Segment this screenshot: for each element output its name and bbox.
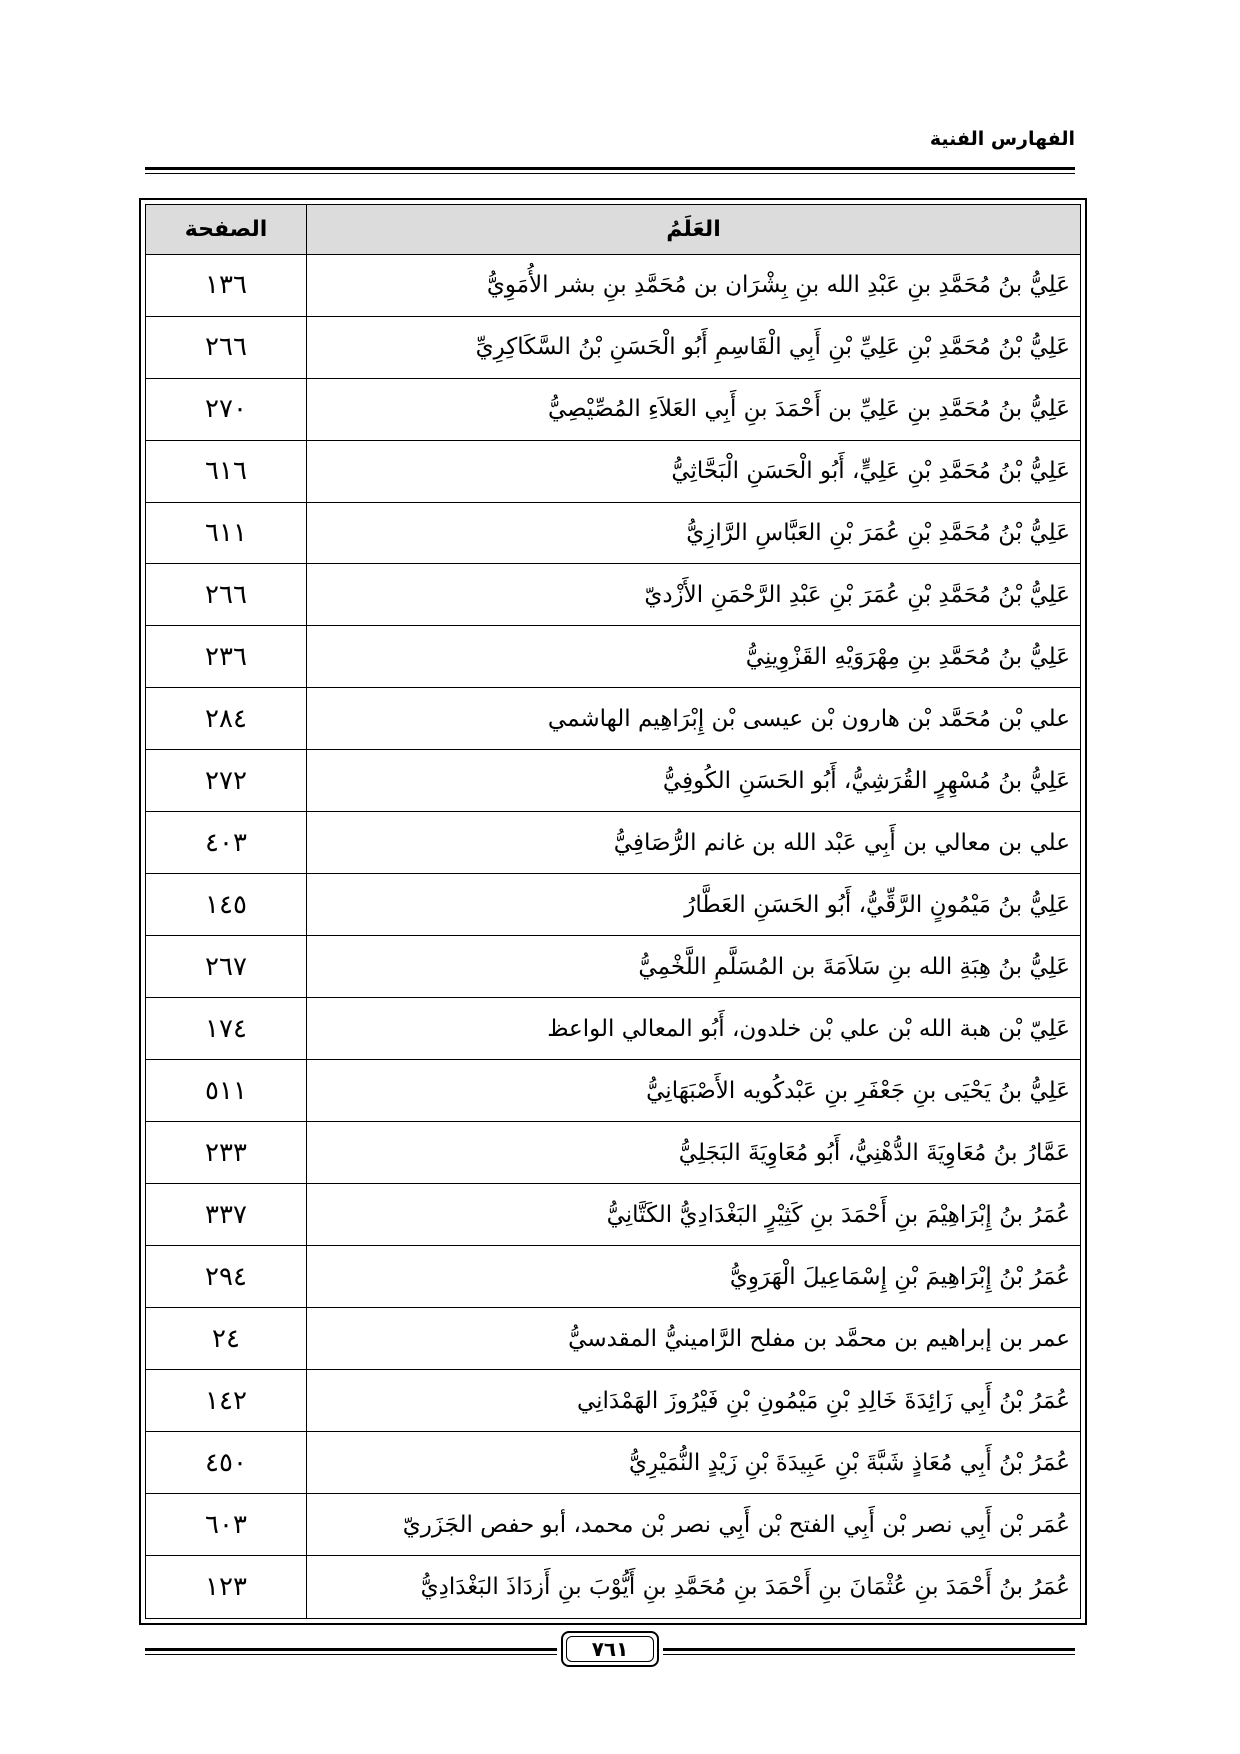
index-table — [139, 198, 1087, 1625]
table-cell-page: ٦١١ — [205, 517, 247, 548]
column-header-name: العَلَمُ — [306, 205, 1080, 254]
column-header-page: الصفحة — [184, 216, 268, 242]
table-row — [146, 750, 1080, 812]
table-cell-name: عَلِيُّ بنُ هِبَةِ الله بنِ سَلاَمَةَ بن المُسَلَّمِ اللَّخْمِيُّ — [306, 936, 1080, 997]
table-cell-name: عُمَرُ بْنُ إِبْرَاهِيمَ بْنِ إِسْمَاعِيلَ الْهَرَوِيُّ — [306, 1246, 1080, 1307]
table-cell-name: عَلِيُّ بْنُ مُحَمَّدِ بْنِ عُمَرَ بْنِ العَبَّاسِ الرَّازِيُّ — [306, 503, 1080, 564]
table-row — [146, 936, 1080, 998]
table-cell-name: عَلِيُّ بنُ مُحَمَّدِ بنِ عَلِيِّ بن أَحْمَدَ بنِ أَبِي العَلاَءِ المُصِّيْصِيُّ — [306, 379, 1080, 440]
table-row — [146, 1556, 1080, 1618]
table-cell-name: عَلِيُّ بنُ مَيْمُونٍ الرَّقِّيُّ، أَبُو الحَسَنِ العَطَّارُ — [306, 874, 1080, 935]
table-row — [146, 998, 1080, 1060]
table-cell-name: عُمَرُ بْنُ أَبِي مُعَاذٍ شَبَّةَ بْنِ عَبِيدَةَ بْنِ زَيْدٍ النُّمَيْرِيُّ — [306, 1432, 1080, 1493]
page-number — [561, 1631, 659, 1667]
table-cell-page: ١٤٢ — [205, 1385, 247, 1416]
table-row — [146, 1184, 1080, 1246]
table-cell-page: ٤٥٠ — [205, 1447, 247, 1478]
table-cell-page: ١٧٤ — [205, 1013, 247, 1044]
table-row — [146, 874, 1080, 936]
table-row — [146, 255, 1080, 317]
footer-rule-left — [145, 1648, 557, 1651]
table-cell-page: ٢٧٢ — [205, 765, 247, 796]
running-header-title: الفهارس الفنية — [929, 128, 1075, 150]
footer-rule-left-thin — [145, 1654, 557, 1655]
table-cell-page: ١٤٥ — [205, 889, 247, 920]
table-cell-page: ٦٠٣ — [205, 1509, 247, 1540]
table-cell-name: عُمَرُ بْنُ أَبِي زَائِدَةَ خَالِدِ بْنِ مَيْمُونِ بْنِ فَيْرُوزَ الهَمْدَانِي — [306, 1370, 1080, 1431]
table-cell-page: ٤٠٣ — [205, 827, 247, 858]
table-row — [146, 317, 1080, 379]
index-table-body — [145, 204, 1081, 1619]
table-row — [146, 564, 1080, 626]
table-cell-page: ٢٣٣ — [205, 1137, 247, 1168]
table-row — [146, 1122, 1080, 1184]
table-row — [146, 1308, 1080, 1370]
table-row — [146, 1370, 1080, 1432]
table-header-row — [146, 205, 1080, 255]
table-cell-name: عَلِيُّ بْنُ مُحَمَّدِ بْنِ عَلِيٍّ، أَبُو الْحَسَنِ الْبَحَّاثِيُّ — [306, 441, 1080, 502]
table-row — [146, 626, 1080, 688]
table-cell-page: ٢٣٦ — [205, 641, 247, 672]
table-cell-name: عَلِيّ بْن هبة الله بْن علي بْن خلدون، أَبُو المعالي الواعظ — [306, 998, 1080, 1059]
table-cell-name: عمر بن إبراهيم بن محمَّد بن مفلح الرَّامينيُّ المقدسيُّ — [306, 1308, 1080, 1369]
table-cell-page: ٢٩٤ — [205, 1261, 247, 1292]
table-cell-name: عَلِيُّ بْنُ مُحَمَّدِ بْنِ عُمَرَ بْنِ عَبْدِ الرَّحْمَنِ الأَزْديّ — [306, 564, 1080, 625]
table-cell-page: ٢٧٠ — [205, 394, 247, 425]
table-cell-name: عُمَرُ بنُ إِبْرَاهِيْمَ بنِ أَحْمَدَ بنِ كَثِيْرٍ البَغْدَادِيُّ الكَتَّانِيُّ — [306, 1184, 1080, 1245]
table-cell-page: ١٢٣ — [205, 1572, 247, 1603]
table-cell-name: علي بْن مُحَمَّد بْن هارون بْن عيسى بْن إِبْرَاهِيم الهاشمي — [306, 688, 1080, 749]
header-rule-thin — [145, 173, 1075, 174]
table-cell-name: عَلِيُّ بنُ مُحَمَّدِ بنِ عَبْدِ الله بنِ بِشْرَان بن مُحَمَّدِ بنِ بشر الأُمَوِيُّ — [306, 255, 1080, 316]
table-row — [146, 688, 1080, 750]
table-cell-page: ٢٦٧ — [205, 951, 247, 982]
table-cell-page: ٢٦٦ — [205, 579, 247, 610]
header-rule — [145, 167, 1075, 170]
table-cell-name: عُمَر بْن أَبِي نصر بْن أَبِي الفتح بْن أَبِي نصر بْن محمد، أبو حفص الجَزَريّ — [306, 1494, 1080, 1555]
table-row — [146, 1060, 1080, 1122]
table-cell-name: عَمَّارُ بنُ مُعَاوِيَةَ الدُّهْنِيُّ، أَبُو مُعَاوِيَةَ البَجَلِيُّ — [306, 1122, 1080, 1183]
table-row — [146, 379, 1080, 441]
table-cell-name: عَلِيُّ بنُ مُحَمَّدِ بنِ مِهْرَوَيْهِ القَزْوِينِيُّ — [306, 626, 1080, 687]
table-cell-page: ٢٨٤ — [205, 703, 247, 734]
table-cell-page: ٣٣٧ — [205, 1199, 247, 1230]
table-row — [146, 1246, 1080, 1308]
table-cell-page: ٢٤ — [212, 1323, 240, 1354]
table-row — [146, 503, 1080, 565]
page-number-text: ٧٦١ — [591, 1637, 629, 1661]
table-cell-name: عَلِيُّ بْنُ مُحَمَّدِ بْنِ عَلِيِّ بْنِ أَبِي الْقَاسِمِ أَبُو الْحَسَنِ بْنُ السَّكَاكِرِيِّ — [306, 317, 1080, 378]
table-cell-name: عُمَرُ بنُ أَحْمَدَ بنِ عُثْمَانَ بنِ أَحْمَدَ بنِ مُحَمَّدِ بنِ أَيُّوْبَ بنِ أَزدَاذَ البَغْدَادِيُّ — [306, 1556, 1080, 1618]
table-row — [146, 1432, 1080, 1494]
table-row — [146, 812, 1080, 874]
table-cell-name: عَلِيُّ بنُ مُسْهِرٍ القُرَشِيُّ، أَبُو الحَسَنِ الكُوفِيُّ — [306, 750, 1080, 811]
table-cell-name: عَلِيُّ بنُ يَحْيَى بنِ جَعْفَرِ بنِ عَبْدكُويه الأَصْبَهَانِيُّ — [306, 1060, 1080, 1121]
table-cell-name: علي بن معالي بن أَبِي عَبْد الله بن غانم الرُّصَافِيُّ — [306, 812, 1080, 873]
footer-rule-right-thin — [663, 1654, 1075, 1655]
table-cell-page: ٢٦٦ — [205, 332, 247, 363]
footer-rule-right — [663, 1648, 1075, 1651]
table-row — [146, 1494, 1080, 1556]
table-cell-page: ٦١٦ — [205, 456, 247, 486]
table-cell-page: ٥١١ — [205, 1075, 247, 1106]
table-row — [146, 441, 1080, 503]
table-cell-page: ١٣٦ — [205, 270, 247, 301]
